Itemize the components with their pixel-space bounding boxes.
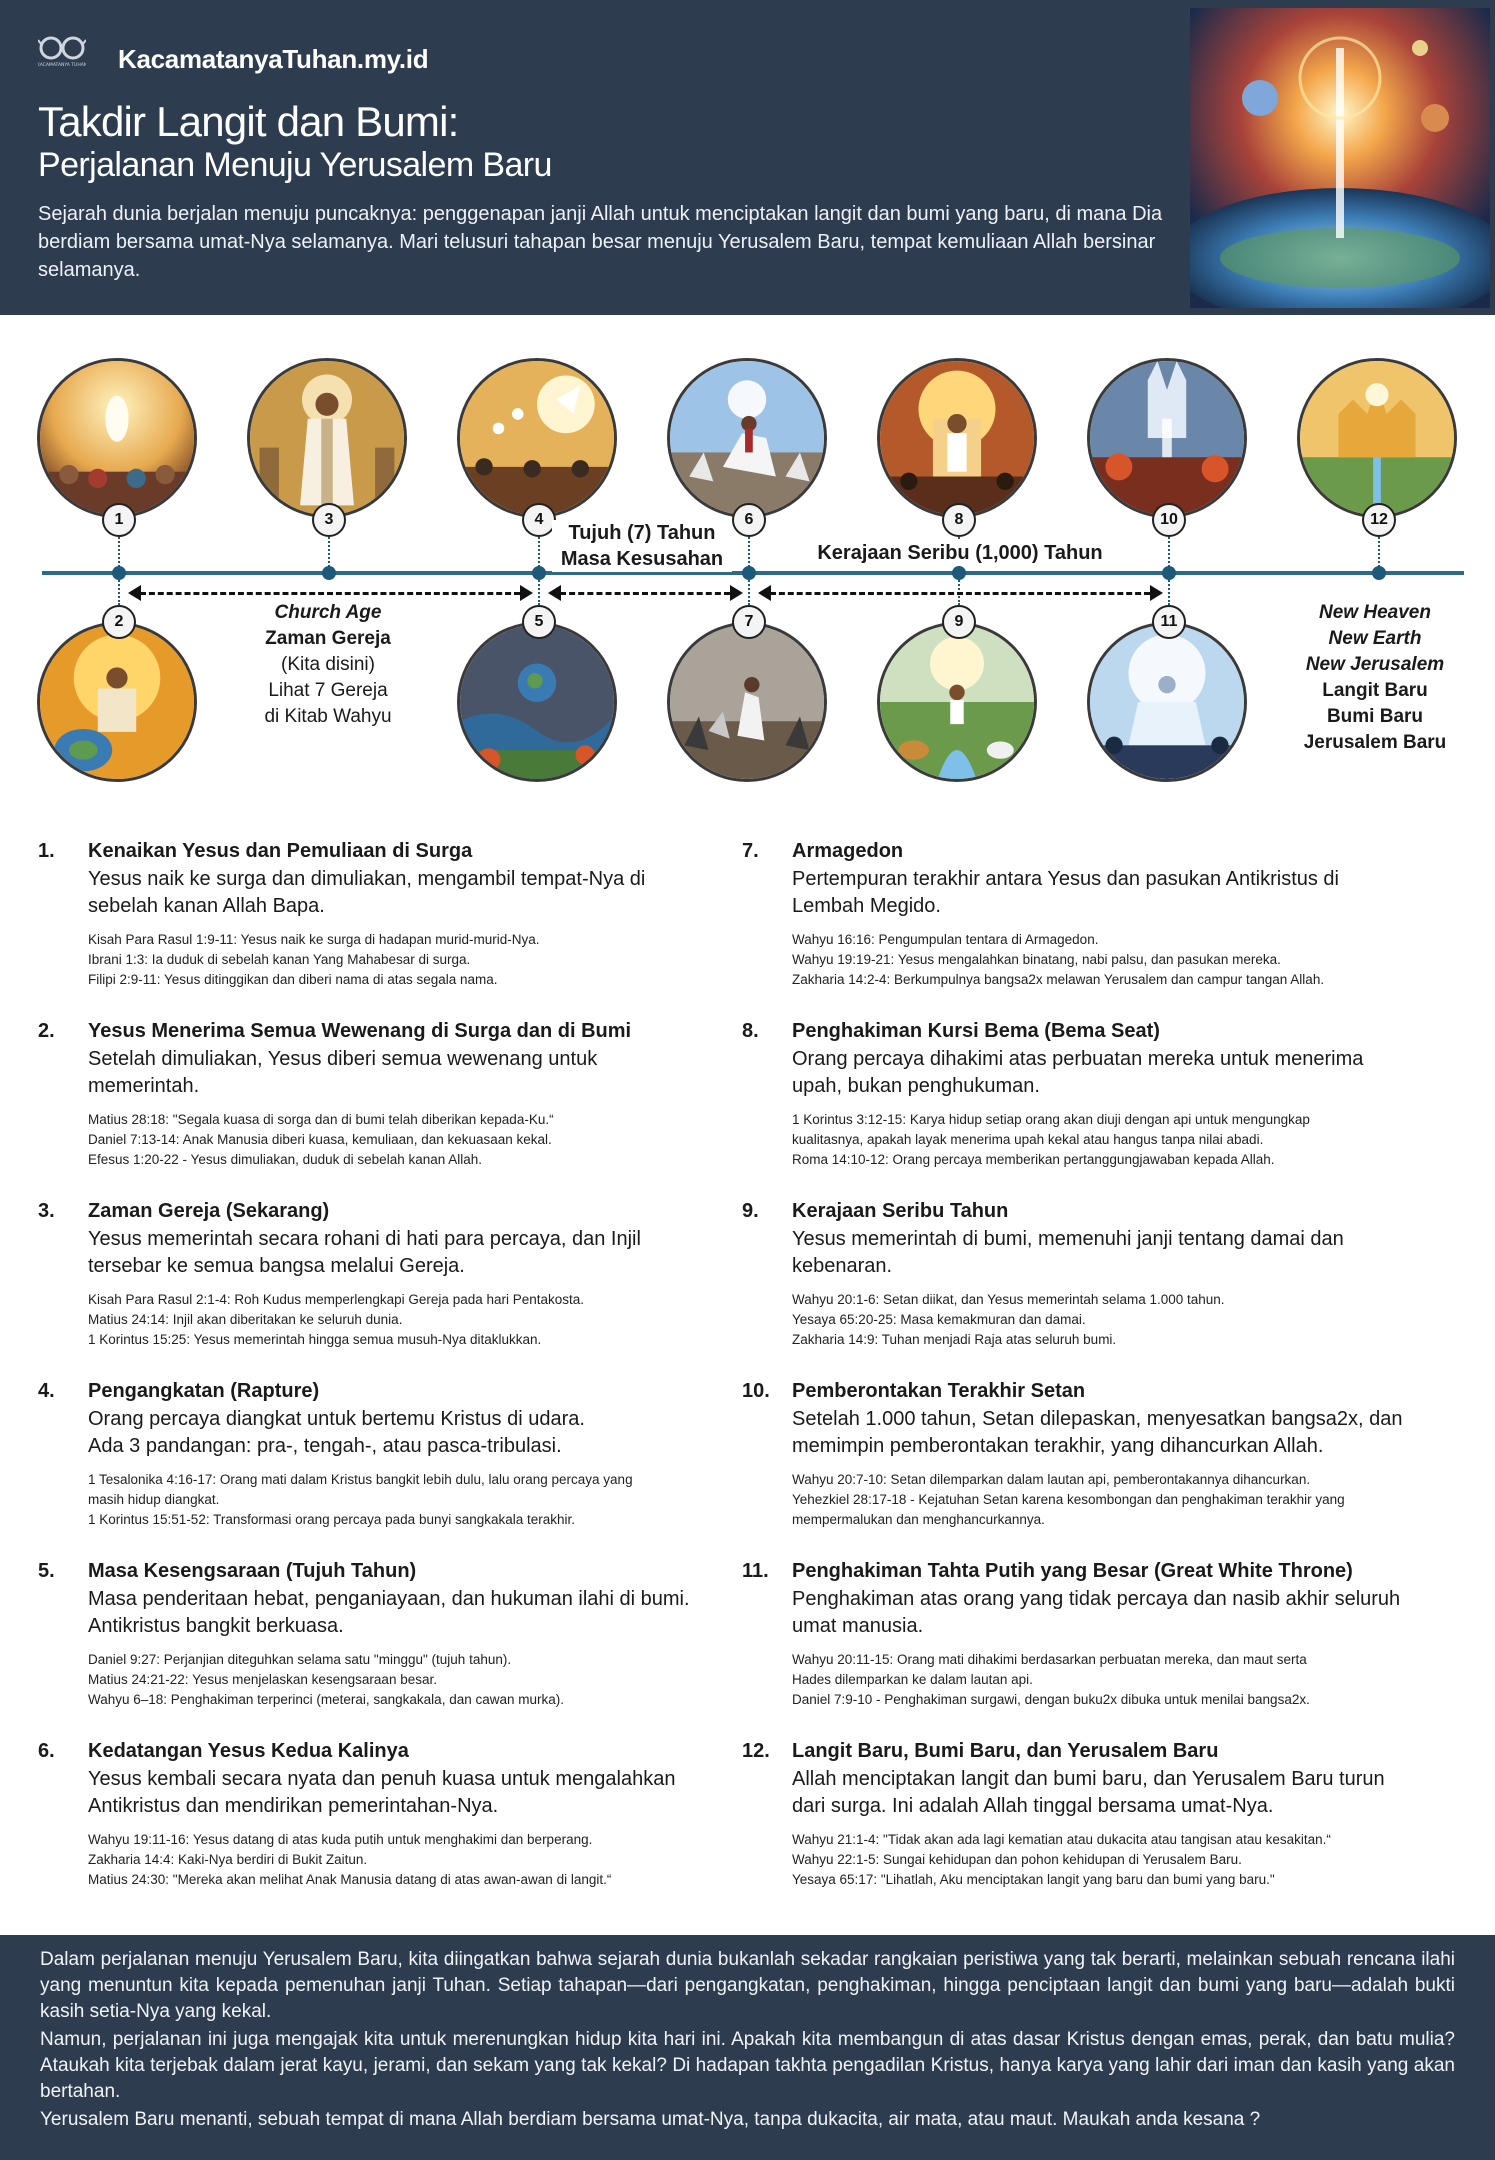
scripture-reference: Matius 24:14: Injil akan diberitakan ke seluruh dunia. (88, 1312, 403, 1327)
scripture-reference: Wahyu 19:11-16: Yesus datang di atas kuda putih untuk menghakimi dan berperang. (88, 1832, 593, 1847)
footer-paragraph-3: Yerusalem Baru menanti, sebuah tempat di mana Allah berdiam bersama umat-Nya, tanpa dukacita, air mata, atau maut. Maukah anda kesana ? (40, 2109, 1261, 2130)
connector (748, 577, 750, 605)
event-references (88, 930, 758, 990)
scripture-reference: Wahyu 19:19-21: Yesus mengalahkan binatang, nabi palsu, dan pasukan mereka. (792, 952, 1281, 967)
timeline (0, 315, 1495, 795)
intro-text: Sejarah dunia berjalan menuju puncaknya: penggenapan janji Allah untuk menciptakan langit dan bumi yang baru, di mana Dia berdiam bersama umat-Nya selamanya. Mari telusuri tahapan besar menuju Yerusalem Baru, tempat kemuliaan Allah bersinar selamanya. (38, 203, 1163, 281)
scripture-reference: Matius 28:18: "Segala kuasa di sorga dan di bumi telah diberikan kepada-Ku.“ (88, 1112, 554, 1127)
new-heaven-id: Langit Baru (1322, 680, 1428, 701)
scripture-reference: kualitasnya, apakah layak menerima upah kekal atau hangus tanpa nilai abadi. (792, 1132, 1264, 1147)
timeline-dot (112, 566, 126, 580)
event-references (88, 1650, 758, 1710)
event-description (88, 1226, 748, 1280)
event-title: Armagedon (792, 840, 904, 862)
event-references (792, 930, 1462, 990)
event-number: 1. (38, 840, 55, 862)
arrow-right-icon (520, 585, 533, 601)
scripture-reference: Wahyu 6–18: Penghakiman terperinci (meterai, sangkakala, dan cawan murka). (88, 1692, 564, 1707)
footer-paragraph-2: Namun, perjalanan ini juga mengajak kita untuk merenungkan hidup kita hari ini. Apakah kita membangun di atas dasar Kristus dengan emas, perak, dan batu mulia? Ataukah kita terjebak dalam jerat kayu, jerami, dan sekam yang tak kekal? Di hadapan takhta pengadilan Kristus, hanya karya yang lahir dari iman dan kasih yang akan bertahan. (40, 2029, 1455, 2102)
scripture-reference: 1 Korintus 3:12-15: Karya hidup setiap orang akan diuji dengan api untuk mengungkap (792, 1112, 1310, 1127)
event-description (88, 1766, 748, 1820)
event-description-line: Orang percaya diangkat untuk bertemu Kristus di udara. (88, 1408, 585, 1430)
event-description-line: memerintah. (88, 1075, 200, 1097)
event-description-line: Lembah Megido. (792, 895, 941, 917)
scripture-reference: mempermalukan dan menghancurkannya. (792, 1512, 1045, 1527)
arrow-right-icon (730, 585, 743, 601)
event-description-line: Antikristus bangkit berkuasa. (88, 1615, 344, 1637)
timeline-dot (742, 566, 756, 580)
timeline-image-12[interactable] (1297, 358, 1457, 518)
page-title: Takdir Langit dan Bumi: (38, 98, 459, 145)
event-references (792, 1470, 1462, 1530)
scripture-reference: Zakharia 14:4: Kaki-Nya berdiri di Bukit Zaitun. (88, 1852, 368, 1867)
timeline-image-5[interactable] (457, 622, 617, 782)
new-jerusalem-en: New Jerusalem (1305, 654, 1445, 675)
event-description-line: tersebar ke semua bangsa melalui Gereja. (88, 1255, 465, 1277)
event-title: Kenaikan Yesus dan Pemuliaan di Surga (88, 840, 473, 862)
event-description (792, 1586, 1452, 1640)
event-description-line: Yesus memerintah secara rohani di hati para percaya, dan Injil (88, 1228, 641, 1250)
event-title: Kerajaan Seribu Tahun (792, 1200, 1009, 1222)
arrow-left-icon (548, 585, 561, 601)
timeline-image-10[interactable] (1087, 358, 1247, 518)
step-number-1: 1 (102, 503, 136, 537)
event-number: 3. (38, 1200, 55, 1222)
scripture-reference: masih hidup diangkat. (88, 1492, 220, 1507)
scripture-reference: Matius 24:30: "Mereka akan melihat Anak Manusia datang di atas awan-awan di langit.“ (88, 1872, 612, 1887)
timeline-image-4[interactable] (457, 358, 617, 518)
event-description-line: memimpin pemberontakan terakhir, yang dihancurkan Allah. (792, 1435, 1324, 1457)
scripture-reference: Ibrani 1:3: Ia duduk di sebelah kanan Yang Mahabesar di surga. (88, 952, 471, 967)
step-number-3: 3 (312, 503, 346, 537)
page-subtitle: Perjalanan Menuju Yerusalem Baru (38, 146, 552, 184)
footer-paragraph-1: Dalam perjalanan menuju Yerusalem Baru, kita diingatkan bahwa sejarah dunia bukanlah sekadar rangkaian peristiwa yang tak berarti, melainkan sebuah rencana ilahi yang menuntun kita kepada pemenuhan janji Tuhan. Setiap tahapan—dari pengangkatan, penghakiman, hingga penciptaan langit dan bumi yang baru—adalah bukti kasih setia-Nya yang kekal. (40, 1949, 1455, 2022)
step-number-10: 10 (1152, 503, 1186, 537)
event-description (88, 1406, 748, 1460)
event-description (88, 1586, 748, 1640)
event-description (792, 1406, 1452, 1460)
scripture-reference: 1 Tesalonika 4:16-17: Orang mati dalam Kristus bangkit lebih dulu, lalu orang percaya yang (88, 1472, 633, 1487)
timeline-image-6[interactable] (667, 358, 827, 518)
event-title: Zaman Gereja (Sekarang) (88, 1200, 330, 1222)
scripture-reference: Wahyu 20:7-10: Setan dilemparkan dalam lautan api, pemberontakannya dihancurkan. (792, 1472, 1311, 1487)
scripture-reference: Wahyu 20:11-15: Orang mati dihakimi berdasarkan perbuatan mereka, dan maut serta (792, 1652, 1307, 1667)
church-age-note (228, 600, 428, 730)
new-heaven-en: New Heaven (1319, 602, 1431, 623)
event-description (792, 1766, 1452, 1820)
event-references (88, 1110, 758, 1170)
event-references (88, 1470, 758, 1530)
scripture-reference: 1 Korintus 15:51-52: Transformasi orang percaya pada bunyi sangkakala terakhir. (88, 1512, 576, 1527)
timeline-dot (532, 566, 546, 580)
event-references (792, 1110, 1462, 1170)
event-title: Pengangkatan (Rapture) (88, 1380, 320, 1402)
event-references (88, 1830, 758, 1890)
new-earth-en: New Earth (1328, 628, 1422, 649)
timeline-dot (322, 566, 336, 580)
scripture-reference: Kisah Para Rasul 2:1-4: Roh Kudus memperlengkapi Gereja pada hari Pentakosta. (88, 1292, 585, 1307)
event-description (88, 866, 748, 920)
header-banner (0, 0, 1495, 315)
church-age-arrow (140, 592, 520, 595)
logo[interactable] (38, 30, 86, 74)
step-number-12: 12 (1362, 503, 1396, 537)
new-world-note (1285, 600, 1465, 756)
arrow-right-icon (1150, 585, 1163, 601)
millennium-arrow (770, 592, 1150, 595)
tribulation-label (552, 520, 732, 572)
tribulation-label-line2: Masa Kesusahan (560, 548, 724, 570)
event-references (88, 1290, 758, 1350)
event-title: Penghakiman Tahta Putih yang Besar (Great White Throne) (792, 1560, 1353, 1582)
event-title: Pemberontakan Terakhir Setan (792, 1380, 1086, 1402)
cosmic-hero-image (1190, 8, 1490, 308)
scripture-reference: Roma 14:10-12: Orang percaya memberikan pertanggungjawaban kepada Allah. (792, 1152, 1275, 1167)
site-name[interactable]: KacamatanyaTuhan.my.id (118, 44, 429, 74)
event-description-line: Pertempuran terakhir antara Yesus dan pasukan Antikristus di (792, 868, 1339, 890)
scripture-reference: Yesaya 65:17: "Lihatlah, Aku menciptakan langit yang baru dan bumi yang baru." (792, 1872, 1275, 1887)
timeline-dot (952, 566, 966, 580)
event-title: Langit Baru, Bumi Baru, dan Yerusalem Baru (792, 1740, 1219, 1762)
step-number-11: 11 (1152, 605, 1186, 639)
millennium-label: Kerajaan Seribu (1,000) Tahun (800, 540, 1120, 566)
event-number: 8. (742, 1020, 759, 1042)
footer-reflection (0, 1935, 1495, 2160)
step-number-2: 2 (102, 605, 136, 639)
timeline-image-1[interactable] (37, 358, 197, 518)
event-description (792, 866, 1452, 920)
event-description-line: Allah menciptakan langit dan bumi baru, dan Yerusalem Baru turun (792, 1768, 1385, 1790)
scripture-reference: Wahyu 20:1-6: Setan diikat, dan Yesus memerintah selama 1.000 tahun. (792, 1292, 1225, 1307)
event-references (792, 1650, 1462, 1710)
scripture-reference: Zakharia 14:9: Tuhan menjadi Raja atas seluruh bumi. (792, 1332, 1117, 1347)
event-description (792, 1046, 1452, 1100)
church-age-book: di Kitab Wahyu (264, 706, 392, 727)
event-references (792, 1830, 1462, 1890)
event-number: 9. (742, 1200, 759, 1222)
church-age-here: (Kita disini) (281, 654, 375, 675)
church-age-see: Lihat 7 Gereja (268, 680, 388, 701)
tribulation-arrow (560, 592, 730, 595)
event-description-line: Masa penderitaan hebat, penganiayaan, dan hukuman ilahi di bumi. (88, 1588, 690, 1610)
church-age-id: Zaman Gereja (265, 628, 391, 649)
new-earth-id: Bumi Baru (1326, 706, 1424, 727)
event-title: Kedatangan Yesus Kedua Kalinya (88, 1740, 409, 1762)
event-description-line: kebenaran. (792, 1255, 893, 1277)
scripture-reference: Yehezkiel 28:17-18 - Kejatuhan Setan karena kesombongan dan penghakiman terakhir yang (792, 1492, 1345, 1507)
scripture-reference: Hades dilemparkan ke dalam lautan api. (792, 1672, 1033, 1687)
event-number: 7. (742, 840, 759, 862)
timeline-image-8[interactable] (877, 358, 1037, 518)
event-title: Penghakiman Kursi Bema (Bema Seat) (792, 1020, 1160, 1042)
scripture-reference: Wahyu 22:1-5: Sungai kehidupan dan pohon kehidupan di Yerusalem Baru. (792, 1852, 1242, 1867)
event-description-line: umat manusia. (792, 1615, 924, 1637)
scripture-reference: 1 Korintus 15:25: Yesus memerintah hingga semua musuh-Nya ditaklukkan. (88, 1332, 542, 1347)
event-description-line: dari surga. Ini adalah Allah tinggal bersama umat-Nya. (792, 1795, 1274, 1817)
event-description-line: Setelah dimuliakan, Yesus diberi semua wewenang untuk (88, 1048, 598, 1070)
scripture-reference: Matius 24:21-22: Yesus menjelaskan kesengsaraan besar. (88, 1672, 437, 1687)
event-number: 10. (742, 1380, 770, 1402)
event-title: Yesus Menerima Semua Wewenang di Surga dan di Bumi (88, 1020, 632, 1042)
tribulation-label-line1: Tujuh (7) Tahun (568, 522, 716, 544)
scripture-reference: Efesus 1:20-22 - Yesus dimuliakan, duduk di sebelah kanan Allah. (88, 1152, 483, 1167)
glasses-icon (38, 30, 86, 74)
scripture-reference: Zakharia 14:2-4: Berkumpulnya bangsa2x melawan Yerusalem dan campur tangan Allah. (792, 972, 1325, 987)
church-age-en: Church Age (274, 602, 382, 623)
event-number: 5. (38, 1560, 55, 1582)
event-number: 4. (38, 1380, 55, 1402)
timeline-image-2[interactable] (37, 622, 197, 782)
step-number-8: 8 (942, 503, 976, 537)
timeline-image-11[interactable] (1087, 622, 1247, 782)
scripture-reference: Filipi 2:9-11: Yesus ditinggikan dan diberi nama di atas segala nama. (88, 972, 498, 987)
arrow-left-icon (128, 585, 141, 601)
event-number: 12. (742, 1740, 770, 1762)
step-number-4: 4 (522, 503, 556, 537)
event-description-line: Antikristus dan mendirikan pemerintahan-Nya. (88, 1795, 499, 1817)
step-number-9: 9 (942, 605, 976, 639)
timeline-image-9[interactable] (877, 622, 1037, 782)
event-description-line: Setelah 1.000 tahun, Setan dilepaskan, menyesatkan bangsa2x, dan (792, 1408, 1403, 1430)
step-number-5: 5 (522, 605, 556, 639)
scripture-reference: Daniel 7:9-10 - Penghakiman surgawi, dengan buku2x dibuka untuk menilai bangsa2x. (792, 1692, 1310, 1707)
step-number-7: 7 (732, 605, 766, 639)
timeline-image-7[interactable] (667, 622, 827, 782)
connector (538, 577, 540, 605)
scripture-reference: Daniel 9:27: Perjanjian diteguhkan selama satu "minggu" (tujuh tahun). (88, 1652, 512, 1667)
event-description-line: Penghakiman atas orang yang tidak percaya dan nasib akhir seluruh (792, 1588, 1401, 1610)
event-number: 6. (38, 1740, 55, 1762)
event-number: 2. (38, 1020, 55, 1042)
scripture-reference: Wahyu 21:1-4: "Tidak akan ada lagi kematian atau dukacita atau tangisan atau kesakitan.“ (792, 1832, 1331, 1847)
arrow-left-icon (758, 585, 771, 601)
event-description-line: Ada 3 pandangan: pra-, tengah-, atau pasca-tribulasi. (88, 1435, 562, 1457)
scripture-reference: Daniel 7:13-14: Anak Manusia diberi kuasa, kemuliaan, dan kekuasaan kekal. (88, 1132, 552, 1147)
timeline-dot (1162, 566, 1176, 580)
scripture-reference: Kisah Para Rasul 1:9-11: Yesus naik ke surga di hadapan murid-murid-Nya. (88, 932, 540, 947)
event-description (88, 1046, 748, 1100)
event-description (792, 1226, 1452, 1280)
scripture-reference: Wahyu 16:16: Pengumpulan tentara di Armagedon. (792, 932, 1099, 947)
event-description-line: Yesus kembali secara nyata dan penuh kuasa untuk mengalahkan (88, 1768, 676, 1790)
event-description-line: Yesus memerintah di bumi, memenuhi janji tentang damai dan (792, 1228, 1344, 1250)
event-description-line: sebelah kanan Allah Bapa. (88, 895, 325, 917)
new-jerusalem-id: Jerusalem Baru (1303, 732, 1447, 753)
event-references (792, 1290, 1462, 1350)
event-description-line: Orang percaya dihakimi atas perbuatan mereka untuk menerima (792, 1048, 1364, 1070)
logo-text: KACAMATANYA TUHAN (38, 63, 86, 68)
event-title: Masa Kesengsaraan (Tujuh Tahun) (88, 1560, 417, 1582)
connector (958, 577, 960, 605)
event-number: 11. (742, 1560, 769, 1582)
event-description-line: upah, bukan penghukuman. (792, 1075, 1040, 1097)
scripture-reference: Yesaya 65:20-25: Masa kemakmuran dan damai. (792, 1312, 1086, 1327)
timeline-image-3[interactable] (247, 358, 407, 518)
event-description-line: Yesus naik ke surga dan dimuliakan, mengambil tempat-Nya di (88, 868, 646, 890)
step-number-6: 6 (732, 503, 766, 537)
timeline-dot (1372, 566, 1386, 580)
connector (118, 577, 120, 605)
connector (1168, 577, 1170, 605)
